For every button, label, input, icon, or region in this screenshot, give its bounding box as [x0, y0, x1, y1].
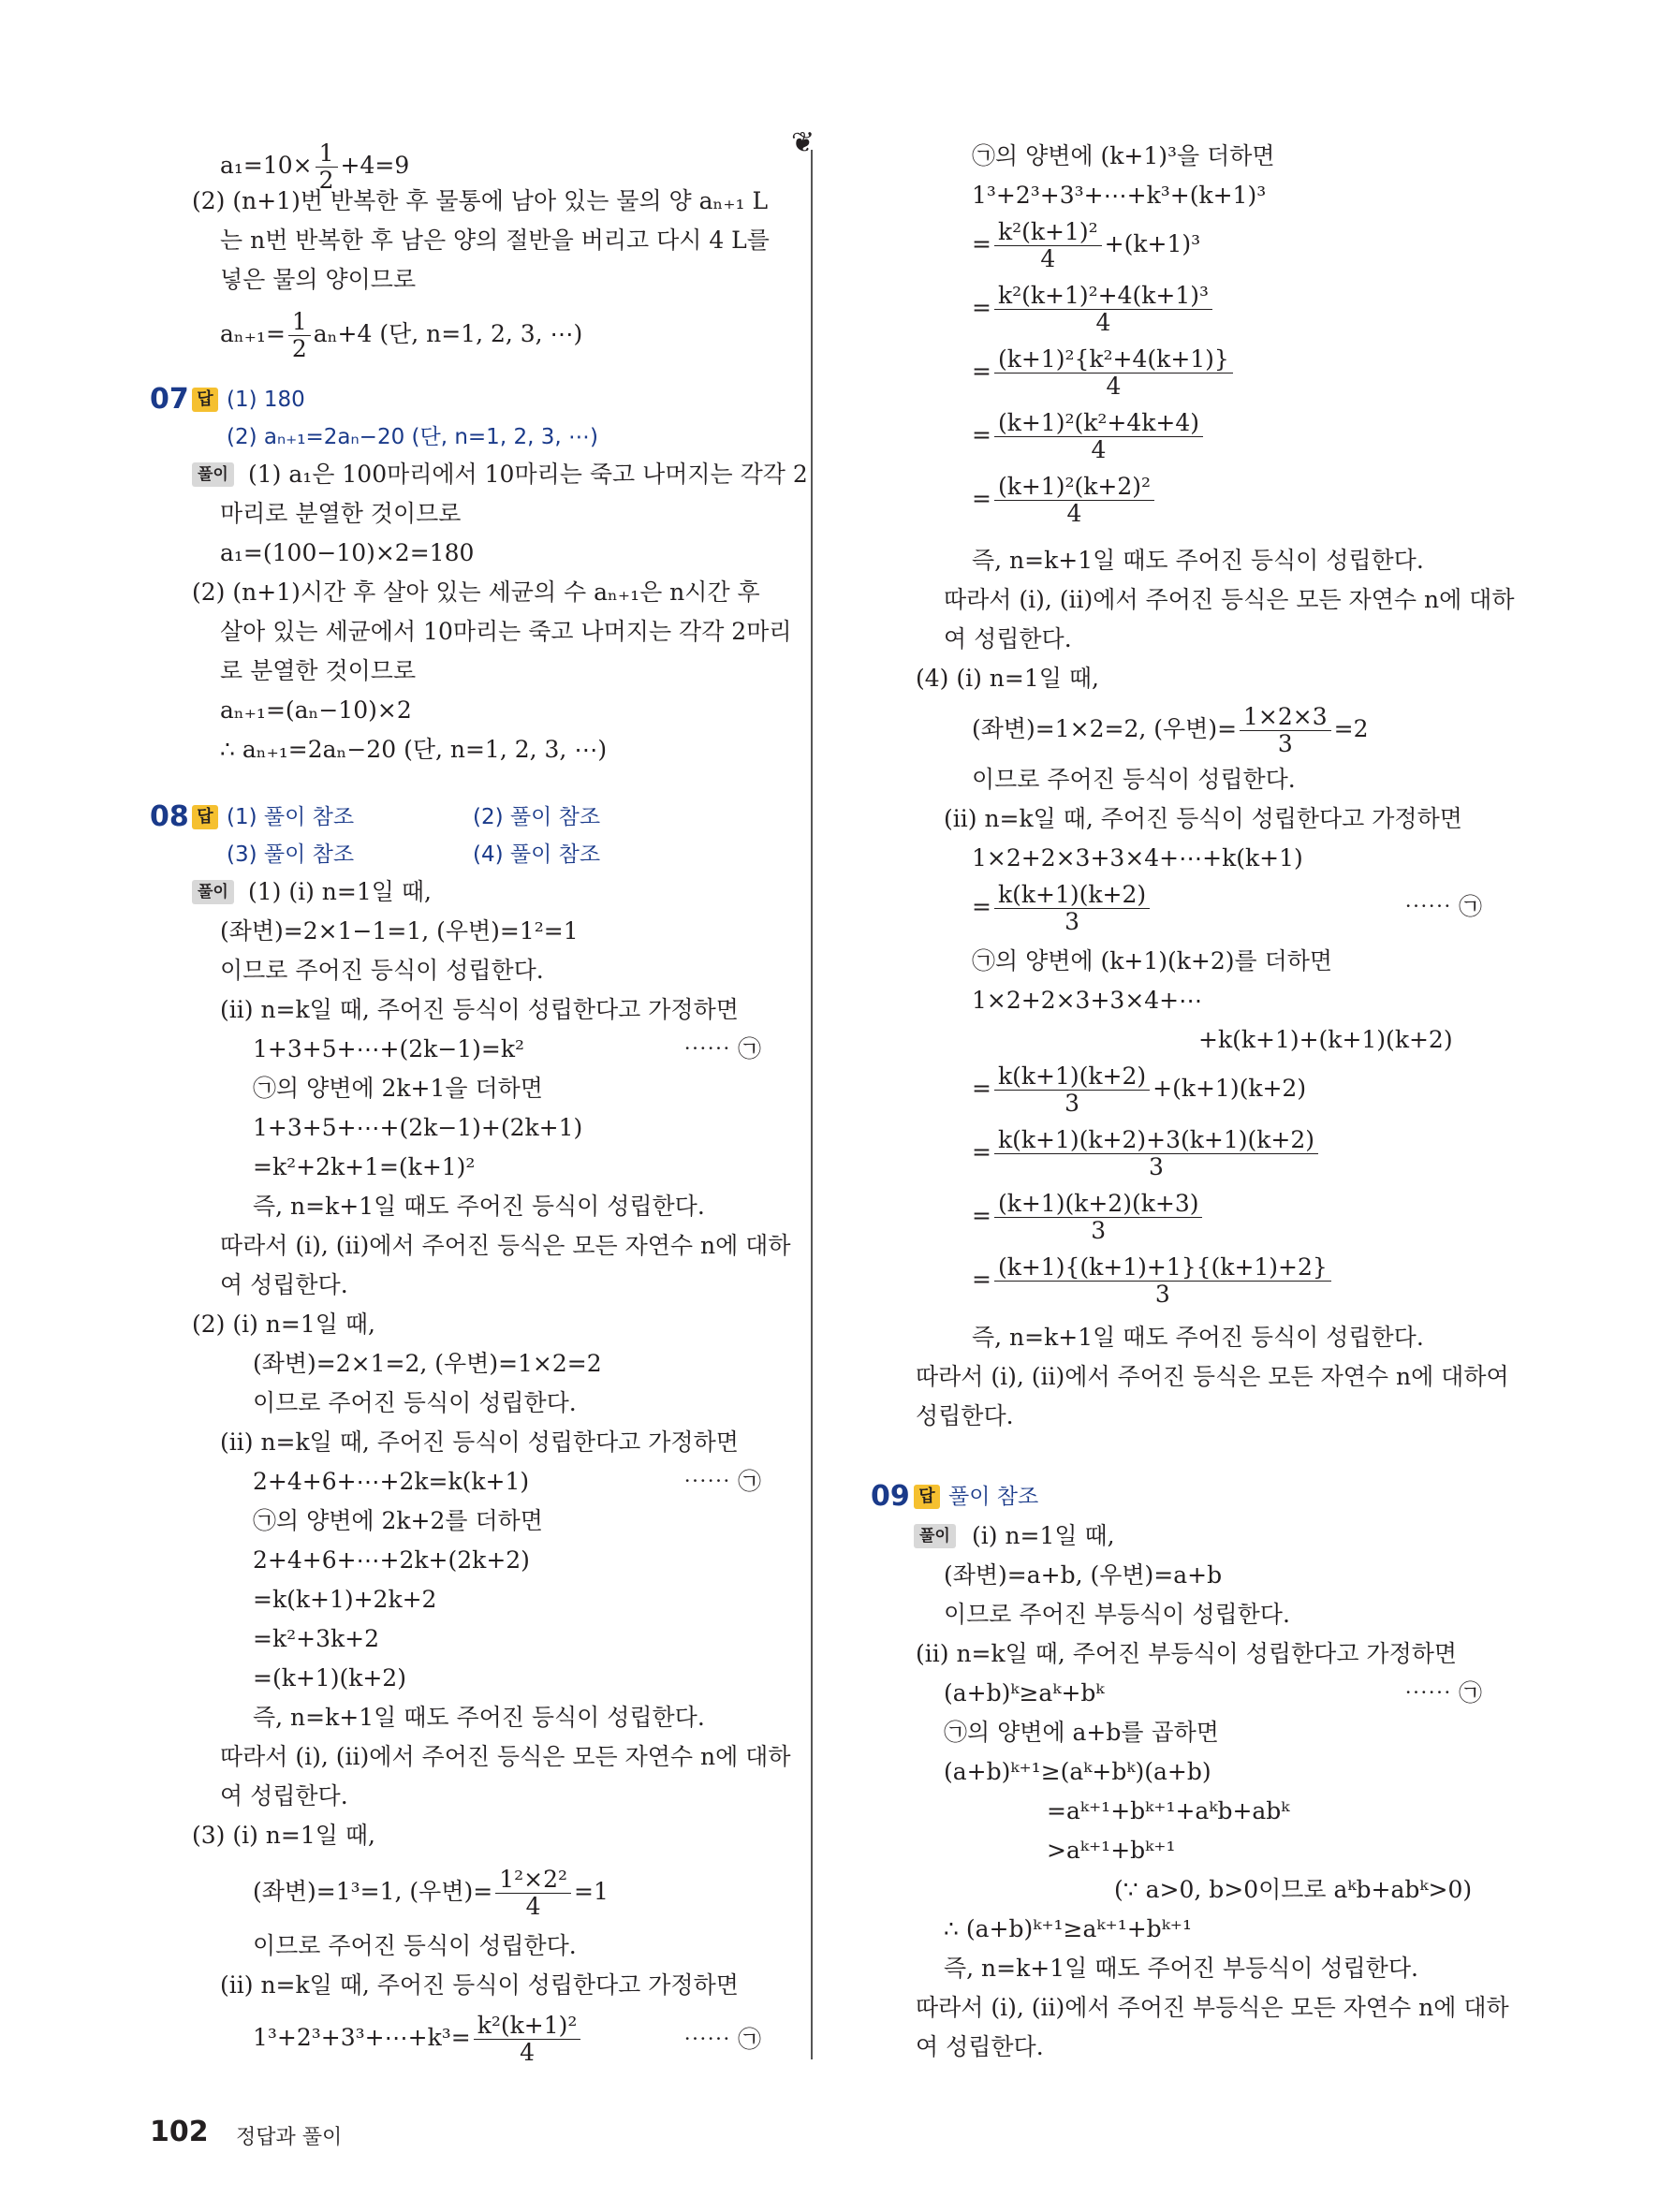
text-line: (3) (ⅰ) n=1일 때, [192, 1822, 375, 1849]
text-line: 즉, n=k+1일 때도 주어진 등식이 성립한다. [253, 1704, 705, 1731]
text-line: 즉, n=k+1일 때도 주어진 등식이 성립한다. [972, 1324, 1424, 1351]
text-line: (ⅱ) n=k일 때, 주어진 부등식이 성립한다고 가정하면 [916, 1640, 1458, 1667]
text-line: 즉, n=k+1일 때도 주어진 등식이 성립한다. [253, 1193, 705, 1220]
text-line: (ⅰ) n=1일 때, [972, 1522, 1115, 1549]
math-line: >aᵏ⁺¹+bᵏ⁺¹ [1047, 1837, 1176, 1864]
page-footer-title: 정답과 풀이 [236, 2126, 343, 2149]
solution-badge: 풀이 [192, 880, 234, 904]
math-line: 1³+2³+3³+⋯+k³= $\frac{\text{k²(k+1)²}}{4}$ [253, 2013, 583, 2066]
text-line: (ⅱ) n=k일 때, 주어진 등식이 성립한다고 가정하면 [220, 1428, 739, 1456]
math-line: ∴ aₙ₊₁=2aₙ−20 (단, n=1, 2, 3, ⋯) [220, 736, 608, 763]
answer-line: (1) 풀이 참조 [227, 805, 355, 829]
text-line: 로 분열한 것이므로 [220, 657, 417, 684]
text-line: 따라서 (ⅰ), (ⅱ)에서 주어진 등식은 모든 자연수 n에 대하 [944, 586, 1515, 613]
math-line: = $\frac{\text{(k+1)²\{k²+4(k+1)\}}}{4}$ [972, 346, 1236, 400]
text-line: 즉, n=k+1일 때도 주어진 부등식이 성립한다. [944, 1955, 1418, 1982]
math-line: 1+3+5+⋯+(2k−1)+(2k+1) [253, 1114, 583, 1141]
math-line: = $\frac{k(k+1)(k+2)}{3}$ [972, 882, 1152, 935]
answer-line: (2) 풀이 참조 [473, 805, 601, 829]
text-line: 여 성립한다. [220, 1271, 348, 1298]
fraction: $\frac{\text{(k+1)²(k²+4k+4)}}{4}$ [994, 410, 1203, 463]
math-line: a₁=(100−10)×2=180 [220, 539, 475, 566]
math-line: = $\frac{\text{k²(k+1)²+4(k+1)³}}{4}$ [972, 283, 1215, 336]
text-line: (4) (ⅰ) n=1일 때, [916, 665, 1099, 692]
math-line: 2+4+6+⋯+2k+(2k+2) [253, 1546, 530, 1574]
answer-badge: 답 [192, 388, 218, 412]
math-line: (좌변)=1×2=2, (우변)= $\frac{1\times 2\times 3}{3}$ =2 [972, 703, 1369, 757]
text-line: 이므로 주어진 부등식이 성립한다. [944, 1601, 1290, 1628]
text-line: (1) a₁은 100마리에서 10마리는 죽고 나머지는 각각 2 [248, 461, 808, 488]
fraction: $\frac{\text{(k+1)²(k+2)²}}{4}$ [994, 474, 1154, 527]
math-line: =aᵏ⁺¹+bᵏ⁺¹+aᵏb+abᵏ [1047, 1797, 1290, 1824]
answer-line: (3) 풀이 참조 [227, 842, 355, 867]
column-divider [811, 150, 813, 2059]
answer-badge: 답 [192, 805, 218, 829]
equation-tag: ⋯⋯ ㉠ [683, 2026, 761, 2053]
math-line: ∴ (a+b)ᵏ⁺¹≥aᵏ⁺¹+bᵏ⁺¹ [944, 1915, 1193, 1942]
math-line: (좌변)=2×1−1=1, (우변)=1²=1 [220, 917, 579, 945]
text-line: (2) (n+1)번 반복한 후 물통에 남아 있는 물의 양 aₙ₊₁ L [192, 187, 769, 214]
answer-line: (4) 풀이 참조 [473, 842, 601, 867]
text-line: 이므로 주어진 등식이 성립한다. [220, 957, 544, 984]
equation-tag: ⋯⋯ ㉠ [1404, 893, 1482, 920]
text-line: ㉠의 양변에 (k+1)³을 더하면 [972, 142, 1275, 169]
text-line: 이므로 주어진 등식이 성립한다. [253, 1932, 577, 1959]
math-line: 2+4+6+⋯+2k=k(k+1) [253, 1468, 530, 1495]
fraction: $\frac{k(k+1)(k+2)}{3}$ [994, 1063, 1150, 1117]
math-line: (∵ a>0, b>0이므로 aᵏb+abᵏ>0) [1114, 1876, 1473, 1903]
text-line: ㉠의 양변에 2k+2를 더하면 [253, 1507, 543, 1534]
fraction: $\frac{1}{2}$ [316, 140, 338, 194]
equation-tag: ⋯⋯ ㉠ [683, 1468, 761, 1495]
math-line: =k(k+1)+2k+2 [253, 1586, 437, 1613]
text-line: 여 성립한다. [916, 2033, 1044, 2060]
math-line: =k²+2k+1=(k+1)² [253, 1153, 476, 1180]
text-line: ㉠의 양변에 (k+1)(k+2)를 더하면 [972, 947, 1333, 974]
solution-badge: 풀이 [192, 462, 234, 487]
math-line: aₙ₊₁=(aₙ−10)×2 [220, 696, 412, 724]
page-number: 102 [150, 2116, 209, 2148]
answer-line: (2) aₙ₊₁=2aₙ−20 (단, n=1, 2, 3, ⋯) [227, 425, 598, 449]
math-line: = $\frac{k(k+1)(k+2)}{3}$ +(k+1)(k+2) [972, 1062, 1307, 1117]
text-line: 살아 있는 세균에서 10마리는 죽고 나머지는 각각 2마리 [220, 618, 792, 645]
math-line: 1×2+2×3+3×4+⋯ [972, 987, 1203, 1014]
fraction: $\frac{\text{k²(k+1)²}}{4}$ [474, 2013, 581, 2066]
fraction: $\frac{1}{2}$ [288, 309, 311, 362]
math-line: = $\frac{(k+1)(k+2)(k+3)}{3}$ [972, 1191, 1205, 1244]
question-number: 08 [150, 800, 189, 833]
math-line: = $\frac{k(k+1)(k+2)+3(k+1)(k+2)}{3}$ [972, 1127, 1321, 1180]
math-line: 1³+2³+3³+⋯+k³+(k+1)³ [972, 182, 1267, 209]
math-line: =k²+3k+2 [253, 1625, 379, 1652]
math-line: (좌변)=1³=1, (우변)= $\frac{\text{1²×2²}}{4}$ =1 [253, 1866, 609, 1920]
text-line: (2) (ⅰ) n=1일 때, [192, 1311, 375, 1338]
answer-badge: 답 [914, 1485, 940, 1509]
fleuron-icon: ❦ [791, 126, 815, 159]
math-line: a₁=10× $\frac{1}{2}$ +4=9 [220, 139, 410, 194]
text-line: 여 성립한다. [944, 625, 1072, 652]
fraction: $\frac{\text{k²(k+1)²+4(k+1)³}}{4}$ [994, 283, 1212, 336]
fraction: $\frac{(k+1)\{(k+1)+1\}\{(k+1)+2\}}{3}$ [994, 1254, 1331, 1308]
text-line: 넣은 물의 양이므로 [220, 266, 417, 293]
math-line: (좌변)=a+b, (우변)=a+b [944, 1561, 1223, 1589]
text-line: 따라서 (ⅰ), (ⅱ)에서 주어진 부등식은 모든 자연수 n에 대하 [916, 1994, 1509, 2021]
question-number: 09 [871, 1480, 910, 1513]
math-line: 1×2+2×3+3×4+⋯+k(k+1) [972, 844, 1303, 872]
fraction: $\frac{\text{(k+1)²\{k²+4(k+1)\}}}{4}$ [994, 346, 1233, 400]
fraction: $\frac{(k+1)(k+2)(k+3)}{3}$ [994, 1191, 1203, 1244]
math-line: 1+3+5+⋯+(2k−1)=k² [253, 1035, 525, 1062]
text-line: 는 n번 반복한 후 남은 양의 절반을 버리고 다시 4 L를 [220, 227, 770, 254]
text-line: ㉠의 양변에 a+b를 곱하면 [944, 1719, 1219, 1746]
text-line: 따라서 (ⅰ), (ⅱ)에서 주어진 등식은 모든 자연수 n에 대하여 [916, 1363, 1509, 1390]
answer-line: 풀이 참조 [948, 1485, 1039, 1509]
math-line: = $\frac{\text{(k+1)²(k²+4k+4)}}{4}$ [972, 410, 1206, 463]
text-line: (2) (n+1)시간 후 살아 있는 세균의 수 aₙ₊₁은 n시간 후 [192, 579, 760, 606]
solution-badge: 풀이 [914, 1524, 956, 1548]
equation-tag: ⋯⋯ ㉠ [683, 1035, 761, 1062]
text-line: (ⅱ) n=k일 때, 주어진 등식이 성립한다고 가정하면 [220, 1971, 739, 1999]
text-line: ㉠의 양변에 2k+1을 더하면 [253, 1075, 543, 1102]
math-line: = $\frac{\text{k²(k+1)²}}{4}$ +(k+1)³ [972, 218, 1201, 272]
fraction: $\frac{\text{1²×2²}}{4}$ [495, 1867, 571, 1920]
math-line: +k(k+1)+(k+1)(k+2) [1198, 1026, 1453, 1053]
text-line: 이므로 주어진 등식이 성립한다. [972, 766, 1296, 793]
question-number: 07 [150, 383, 189, 416]
text-line: 따라서 (ⅰ), (ⅱ)에서 주어진 등식은 모든 자연수 n에 대하 [220, 1743, 791, 1770]
math-line: (a+b)ᵏ≥aᵏ+bᵏ [944, 1679, 1105, 1707]
math-line: = $\frac{\text{(k+1)²(k+2)²}}{4}$ [972, 474, 1157, 527]
text-line: (ⅱ) n=k일 때, 주어진 등식이 성립한다고 가정하면 [944, 805, 1462, 832]
text-line: (1) (ⅰ) n=1일 때, [248, 878, 432, 905]
math-line: (좌변)=2×1=2, (우변)=1×2=2 [253, 1350, 602, 1377]
fraction: $\frac{\text{k²(k+1)²}}{4}$ [994, 219, 1102, 272]
text-line: 여 성립한다. [220, 1782, 348, 1809]
fraction: $\frac{1\times 2\times 3}{3}$ [1240, 704, 1331, 757]
text-line: 즉, n=k+1일 때도 주어진 등식이 성립한다. [972, 547, 1424, 574]
math-line: = $\frac{(k+1)\{(k+1)+1\}\{(k+1)+2\}}{3}$ [972, 1254, 1334, 1308]
answer-line: (1) 180 [227, 388, 305, 412]
math-line: (a+b)ᵏ⁺¹≥(aᵏ+bᵏ)(a+b) [944, 1758, 1211, 1785]
text-line: 따라서 (ⅰ), (ⅱ)에서 주어진 등식은 모든 자연수 n에 대하 [220, 1232, 791, 1259]
text-line: 이므로 주어진 등식이 성립한다. [253, 1389, 577, 1416]
fraction: $\frac{k(k+1)(k+2)+3(k+1)(k+2)}{3}$ [994, 1127, 1318, 1180]
text-line: (ⅱ) n=k일 때, 주어진 등식이 성립한다고 가정하면 [220, 996, 739, 1023]
text-line: 성립한다. [916, 1402, 1014, 1429]
equation-tag: ⋯⋯ ㉠ [1404, 1679, 1482, 1707]
fraction: $\frac{k(k+1)(k+2)}{3}$ [994, 882, 1150, 935]
text-line: 마리로 분열한 것이므로 [220, 500, 462, 527]
math-line: aₙ₊₁= $\frac{1}{2}$ aₙ+4 (단, n=1, 2, 3, ⋯) [220, 308, 583, 362]
math-line: =(k+1)(k+2) [253, 1664, 406, 1692]
